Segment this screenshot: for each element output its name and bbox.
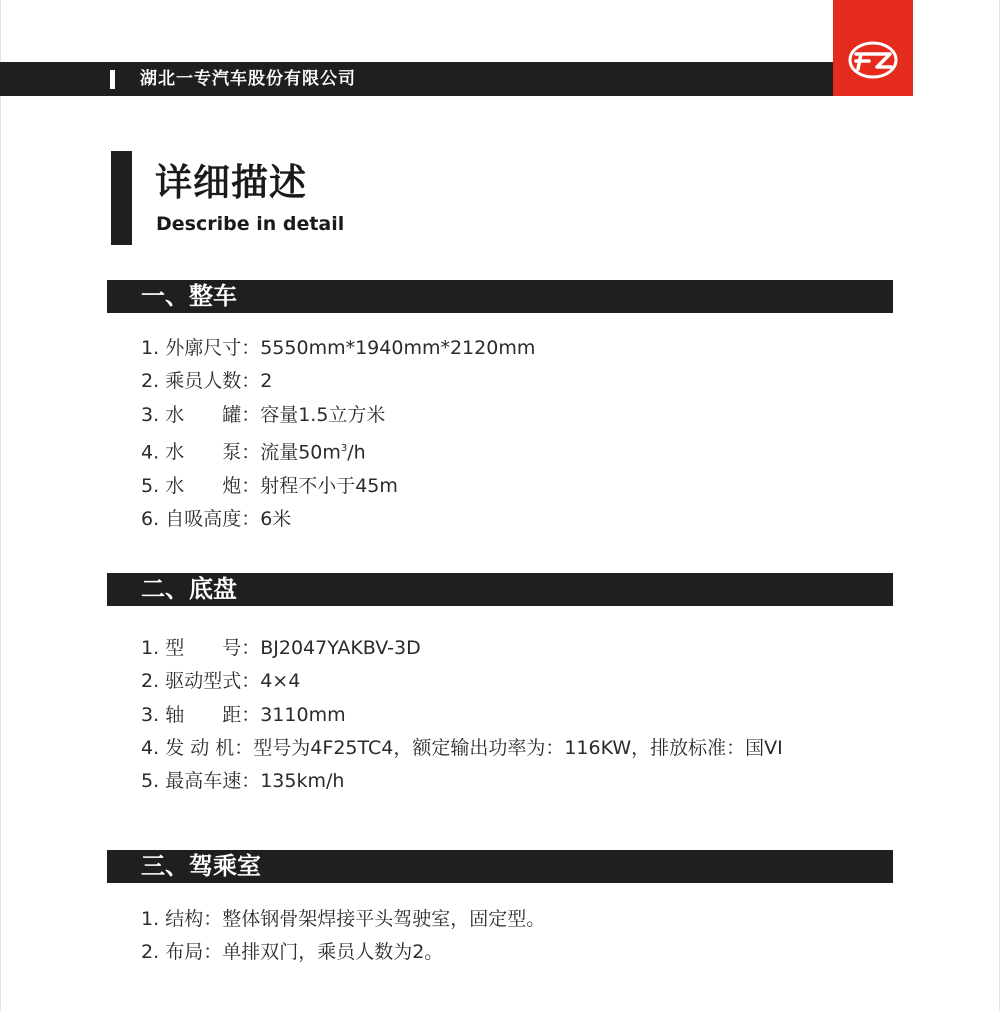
spec-list-chassis: [141, 632, 783, 798]
list-item: 1. 结构：整体钢骨架焊接平头驾驶室，固定型。: [141, 908, 546, 930]
list-item: 1. 外廓尺寸：5550mm*1940mm*2120mm: [141, 337, 536, 359]
spec-list-vehicle: [141, 332, 535, 536]
list-item: 5. 最高车速：135km/h: [141, 770, 345, 793]
fz-brand-logo-icon: [847, 39, 899, 81]
list-item: 5. 水 炮：射程不小于45m: [141, 474, 398, 497]
list-item: 1. 型 号：BJ2047YAKBV-3D: [141, 637, 421, 659]
section-header-cab: [107, 850, 893, 883]
list-item: 4. 发 动 机：型号为4F25TC4，额定输出功率为：116KW，排放标准：国VI: [141, 736, 783, 759]
list-item: 6. 自吸高度：6米: [141, 507, 292, 530]
page-subtitle: Describe in detail: [156, 213, 345, 235]
list-item: 4. 水 泵：流量$50m^3/h$: [141, 441, 366, 464]
list-item: 2. 乘员人数：2: [141, 370, 273, 393]
header-bar: [0, 62, 833, 96]
list-item: 3. 水 罐：容量1.5立方米: [141, 403, 386, 426]
company-name: 湖北一专汽车股份有限公司: [140, 69, 356, 89]
list-item: 2. 驱动型式：4×4: [141, 670, 301, 693]
section-title: 三、驾乘室: [141, 852, 261, 880]
section-header-chassis: [107, 573, 893, 606]
left-frame-line: [0, 0, 1, 1011]
brand-logo: [833, 0, 913, 96]
page-title: 详细描述: [155, 161, 307, 204]
section-title: 一、整车: [141, 282, 237, 310]
section-title: 二、底盘: [141, 575, 237, 603]
list-item: 2. 布局：单排双门，乘员人数为2。: [141, 941, 444, 964]
list-item: 3. 轴 距：3110mm: [141, 703, 346, 726]
spec-list-cab: [141, 903, 545, 970]
section-header-vehicle: [107, 280, 893, 313]
header-accent-tick: [110, 70, 115, 89]
title-accent-bar: [111, 151, 132, 245]
